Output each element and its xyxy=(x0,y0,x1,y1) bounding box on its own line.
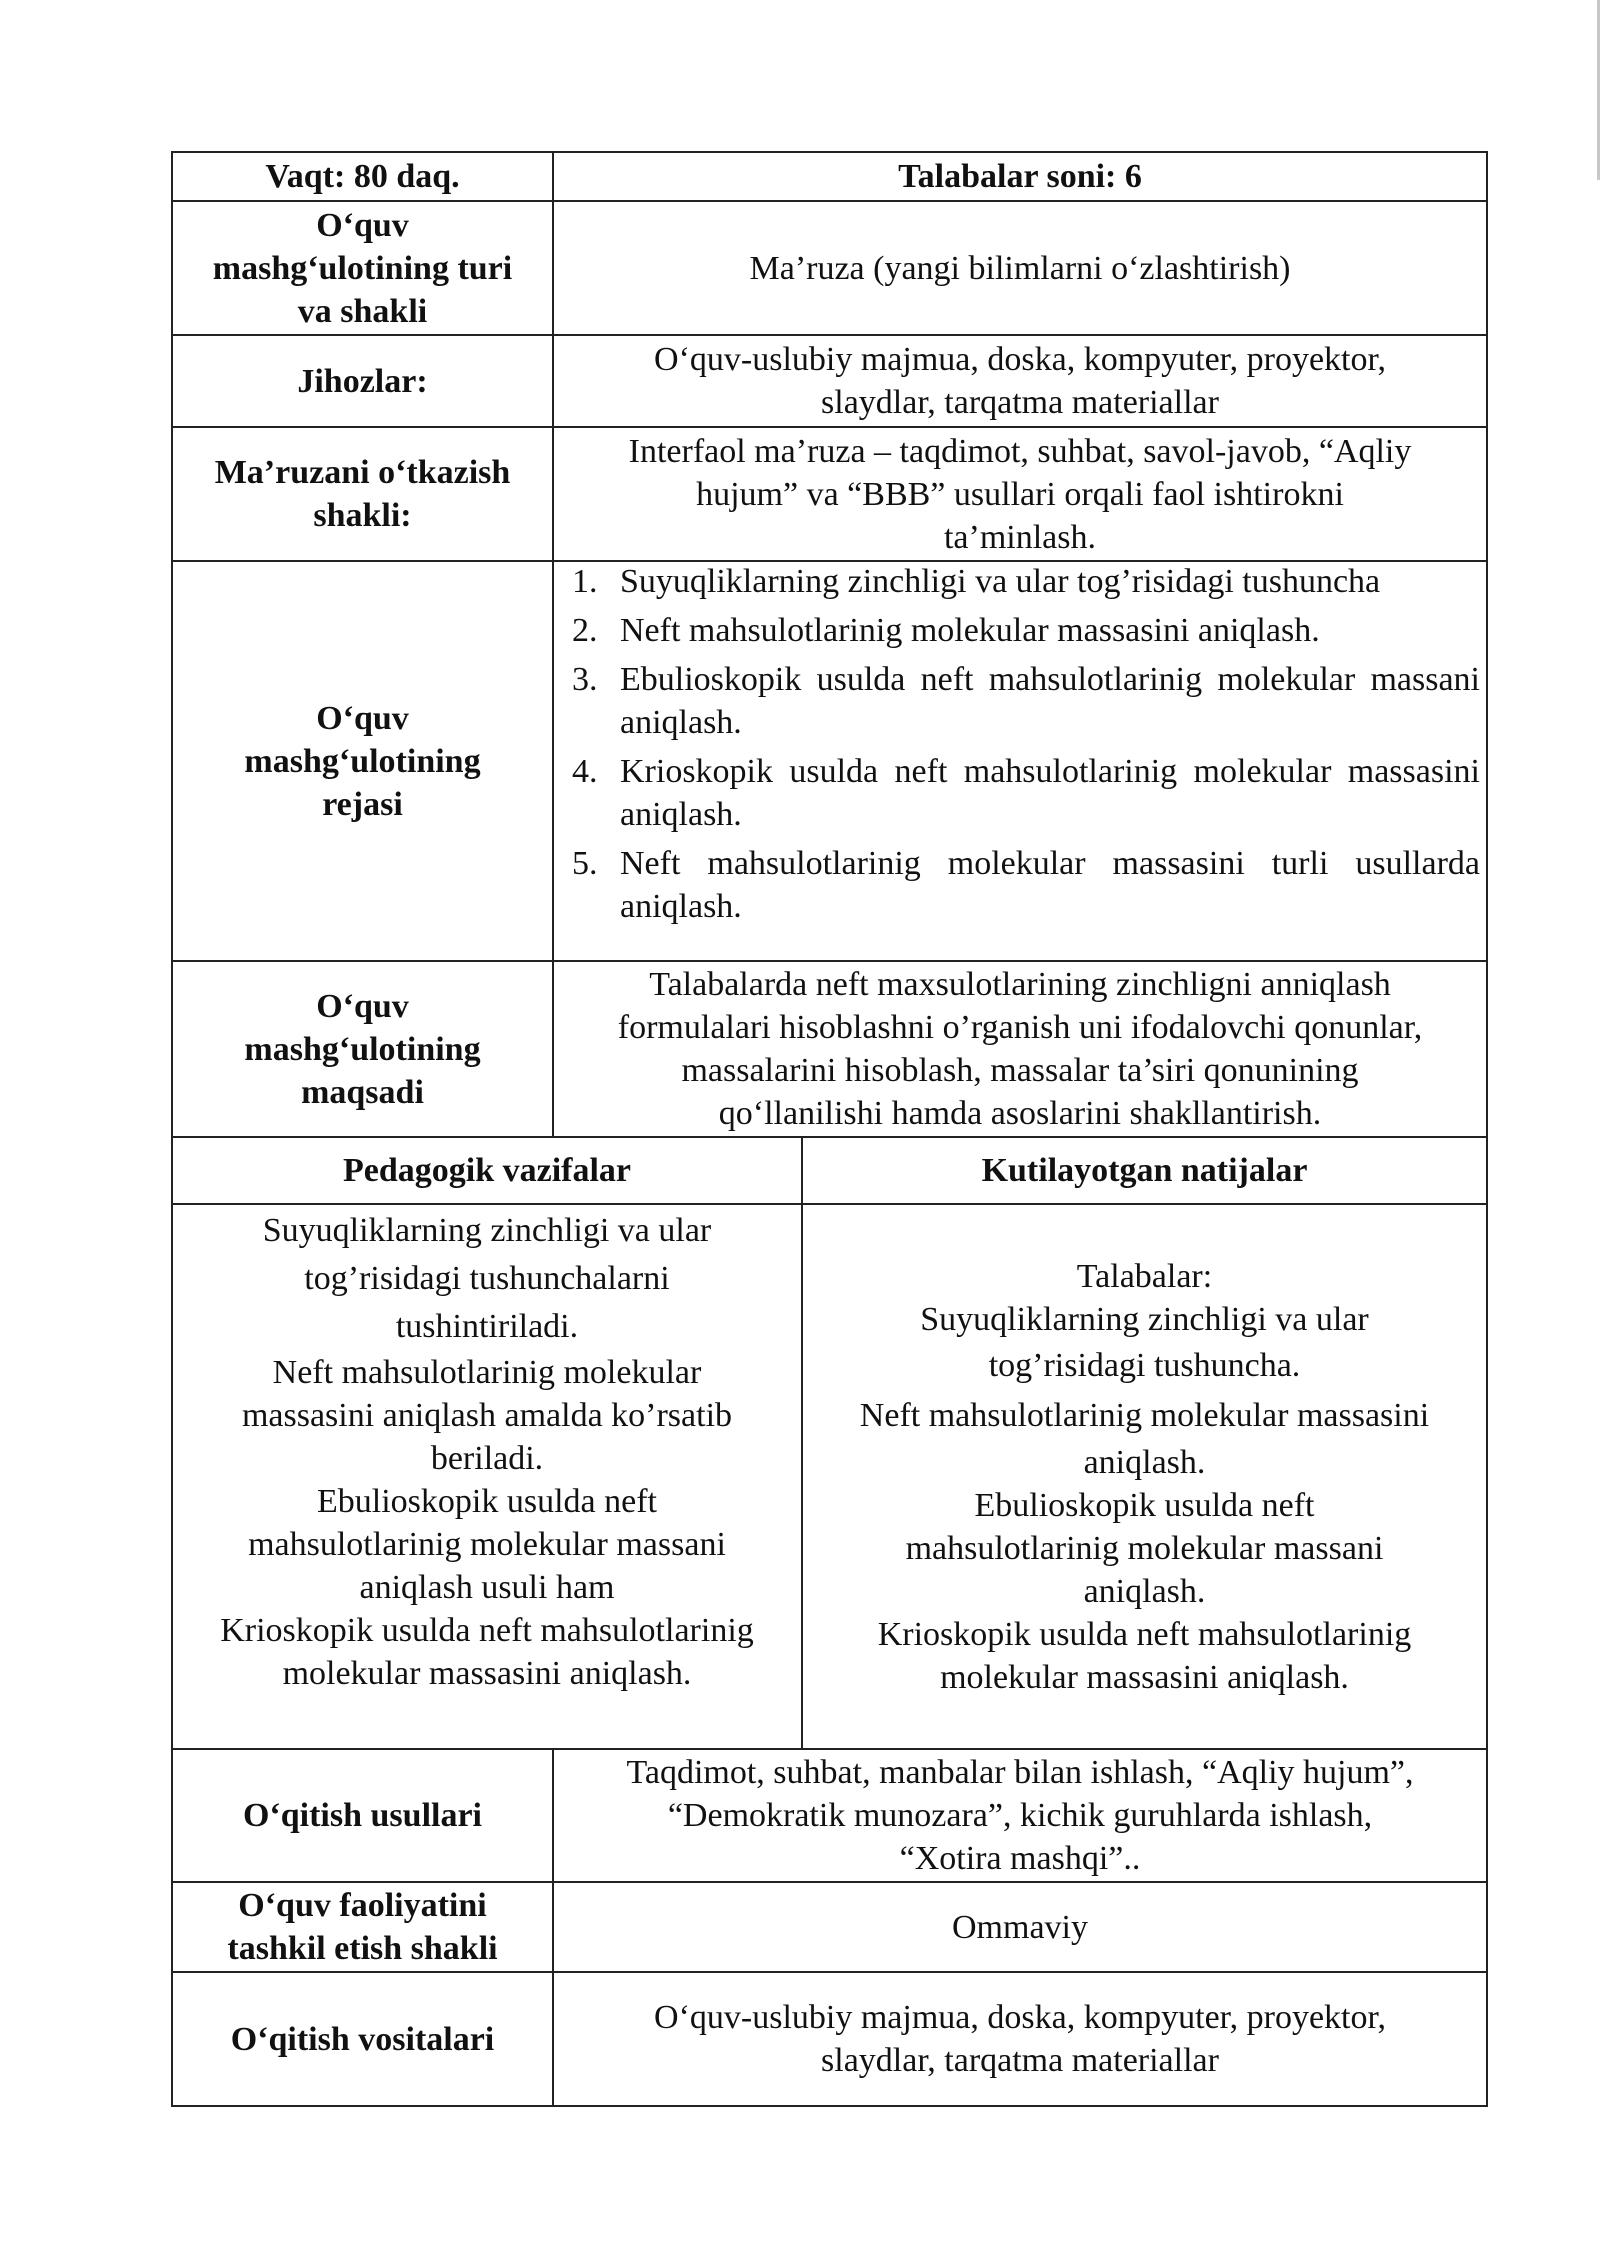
plan-item xyxy=(568,750,1480,836)
form-value-line: hujum” va “BBB” usullari orqali faol ishtirokni xyxy=(696,475,1344,513)
pedagogical-task-line: molekular massasini aniqlash. xyxy=(282,1655,692,1692)
type-value-cell xyxy=(554,202,1486,334)
equipment-value-line: O‘quv-uslubiy majmua, doska, kompyuter, proyektor, xyxy=(654,341,1386,378)
methods-value-line: Taqdimot, suhbat, manbalar bilan ishlash, “Aqliy hujum”, xyxy=(626,1754,1414,1791)
pedagogical-task-line: mahsulotlarinig molekular massani xyxy=(248,1526,726,1563)
equipment-label: Jihozlar: xyxy=(297,362,428,400)
tools-label: O‘qitish vositalari xyxy=(230,2020,495,2058)
form-label-line: shakli: xyxy=(313,497,412,534)
form-label-line: Ma’ruzani o‘tkazish xyxy=(214,454,511,491)
methods-value-cell xyxy=(554,1750,1486,1881)
expected-result-line: Talabalar: xyxy=(1076,1258,1213,1295)
expected-results-title: Kutilayotgan natijalar xyxy=(981,1152,1308,1189)
pedagogical-task-line: tushintiriladi. xyxy=(395,1308,579,1345)
type-label-line: va shakli xyxy=(297,292,428,330)
plan-label-line: O‘quv xyxy=(316,699,409,737)
pedagogical-task-line: aniqlash usuli ham xyxy=(359,1569,615,1606)
expected-result-line: Ebulioskopik usulda neft xyxy=(974,1487,1315,1524)
expected-results-cell xyxy=(803,1205,1486,1696)
plan-item-text: Ebulioskopik usulda neft mahsulotlarinig molekular massani aniqlash. xyxy=(620,661,1480,741)
tools-value-line: slaydlar, tarqatma materiallar xyxy=(821,2042,1219,2079)
goal-label-cell xyxy=(173,962,552,1136)
goal-value-cell xyxy=(554,962,1486,1136)
plan-item-number: 4. xyxy=(572,753,598,790)
plan-label-line: mashg‘ulotining xyxy=(244,742,481,780)
type-label-line: mashg‘ulotining turi xyxy=(212,249,513,287)
time-cell xyxy=(173,152,552,201)
plan-item-text: Krioskopik usulda neft mahsulotlarinig molekular massasini aniqlash. xyxy=(620,753,1480,833)
pedagogical-task-line: tog’risidagi tushunchalarni xyxy=(304,1260,670,1297)
goal-value-line: qo‘llanilishi hamda asoslarini shakllantirish. xyxy=(718,1095,1322,1132)
pedagogical-task-line: Neft mahsulotlarinig molekular xyxy=(272,1354,702,1391)
plan-item-number: 3. xyxy=(572,661,598,698)
methods-value-line: “Demokratik munozara”, kichik guruhlarda ishlash, xyxy=(667,1797,1373,1834)
expected-results-header xyxy=(803,1138,1486,1203)
organization-label-line: tashkil etish shakli xyxy=(227,1930,498,1967)
pedagogical-task-line: Krioskopik usulda neft mahsulotlarinig xyxy=(220,1612,754,1649)
goal-label-line: maqsadi xyxy=(301,1073,424,1111)
tools-label-cell xyxy=(173,1973,552,2105)
type-label-line: O‘quv xyxy=(316,206,409,244)
expected-result-line: aniqlash. xyxy=(1083,1444,1206,1481)
form-value-line: ta’minlash. xyxy=(943,518,1097,556)
expected-result-line: mahsulotlarinig molekular massani xyxy=(905,1530,1384,1567)
goal-label-line: mashg‘ulotining xyxy=(244,1030,481,1068)
pedagogical-tasks-cell xyxy=(173,1205,801,1692)
table-border-right xyxy=(1486,151,1488,2107)
goal-value-line: massalarini hisoblash, massalar ta’siri qonunining xyxy=(681,1052,1359,1089)
expected-result-line: Neft mahsulotlarinig molekular massasini xyxy=(859,1397,1430,1434)
equipment-label-cell xyxy=(173,336,552,426)
tools-value-line: O‘quv-uslubiy majmua, doska, kompyuter, proyektor, xyxy=(654,1999,1386,2036)
organization-label-line: O‘quv faoliyatini xyxy=(238,1887,487,1924)
organization-label-cell xyxy=(173,1883,552,1971)
pedagogical-tasks-header xyxy=(173,1138,801,1203)
students-text: Talabalar soni: 6 xyxy=(898,158,1142,195)
table-border-bottom xyxy=(171,2105,1488,2107)
pedagogical-task-line: Ebulioskopik usulda neft xyxy=(317,1483,657,1520)
plan-item-number: 5. xyxy=(572,845,598,882)
expected-result-line: tog’risidagi tushuncha. xyxy=(988,1347,1301,1384)
plan-label-line: rejasi xyxy=(322,785,403,823)
expected-result-line: aniqlash. xyxy=(1083,1573,1206,1610)
methods-label-cell xyxy=(173,1750,552,1881)
plan-item-number: 1. xyxy=(572,563,598,600)
time-text: Vaqt: 80 daq. xyxy=(265,158,460,195)
plan-item xyxy=(568,560,1480,603)
form-value-cell xyxy=(554,428,1486,560)
organization-value-cell xyxy=(554,1883,1486,1971)
plan-label-cell xyxy=(173,562,552,960)
equipment-value-line: slaydlar, tarqatma materiallar xyxy=(821,384,1219,421)
expected-result-line: molekular massasini aniqlash. xyxy=(940,1659,1349,1696)
goal-value-line: formulalari hisoblashni o’rganish uni ifodalovchi qonunlar, xyxy=(617,1009,1423,1046)
goal-value-line: Talabalarda neft maxsulotlarining zinchligni anniqlash xyxy=(649,966,1391,1003)
expected-result-line: Krioskopik usulda neft mahsulotlarinig xyxy=(877,1616,1412,1653)
equipment-value-cell xyxy=(554,336,1486,426)
expected-result-line: Suyuqliklarning zinchligi va ular xyxy=(920,1301,1369,1338)
tools-value-cell xyxy=(554,1973,1486,2105)
methods-label: O‘qitish usullari xyxy=(242,1797,482,1834)
plan-item-number: 2. xyxy=(572,612,598,649)
methods-value-line: “Xotira mashqi”.. xyxy=(899,1840,1141,1877)
form-value-line: Interfaol ma’ruza – taqdimot, suhbat, savol-javob, “Aqliy xyxy=(628,432,1412,470)
plan-item-text: Suyuqliklarning zinchligi va ular tog’risidagi tushuncha xyxy=(620,563,1381,600)
type-value: Ma’ruza (yangi bilimlarni o‘zlashtirish) xyxy=(749,249,1291,287)
goal-label-line: O‘quv xyxy=(316,987,409,1025)
plan-item xyxy=(568,842,1480,928)
plan-item xyxy=(568,609,1480,652)
pedagogical-task-line: massasini aniqlash amalda ko’rsatib xyxy=(241,1397,733,1434)
plan-list xyxy=(568,560,1480,928)
organization-value: Ommaviy xyxy=(952,1908,1088,1946)
pedagogical-tasks-title: Pedagogik vazifalar xyxy=(342,1152,632,1189)
plan-item-text: Neft mahsulotlarinig molekular massasini aniqlash. xyxy=(620,612,1320,649)
plan-item xyxy=(568,658,1480,744)
students-cell xyxy=(554,152,1486,201)
plan-item-text: Neft mahsulotlarinig molekular massasini turli usullarda aniqlash. xyxy=(620,845,1480,925)
type-label-cell xyxy=(173,202,552,334)
form-label-cell xyxy=(173,428,552,560)
pedagogical-task-line: Suyuqliklarning zinchligi va ular xyxy=(262,1212,712,1249)
pedagogical-task-line: beriladi. xyxy=(430,1440,544,1477)
